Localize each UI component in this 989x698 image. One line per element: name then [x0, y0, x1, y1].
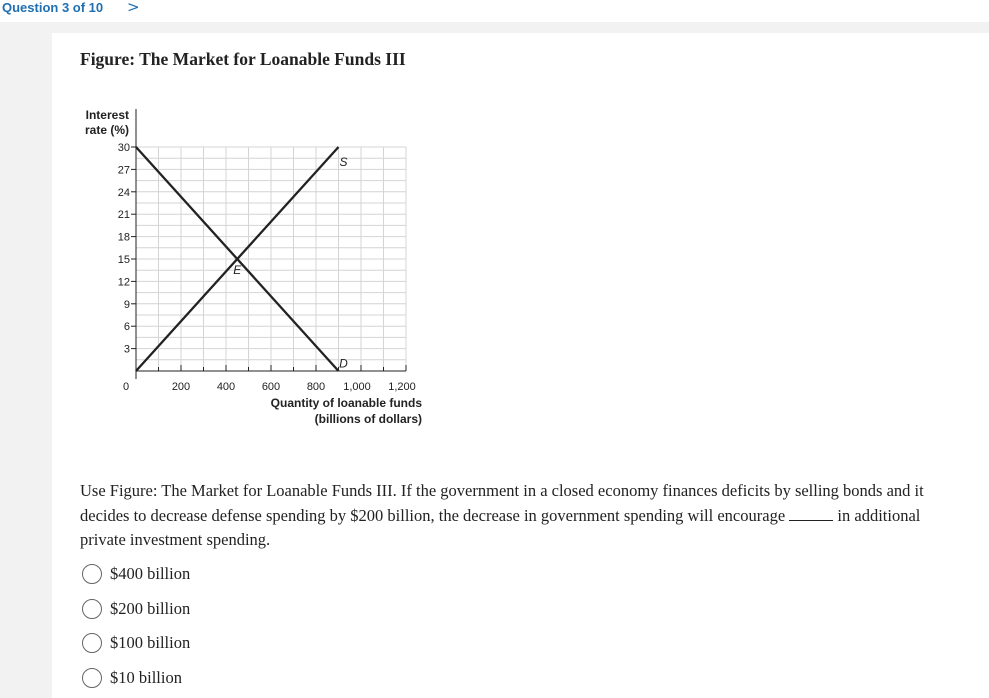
option-label: $10 billion [110, 668, 182, 687]
question-navigation-bar [0, 0, 989, 22]
question-text-after-blank: in additional private investment spending. [80, 505, 921, 549]
option-400-billion[interactable] [82, 563, 282, 585]
y-tick-label: 21 [117, 209, 130, 222]
radio-button[interactable] [82, 633, 102, 653]
question-card [52, 33, 989, 698]
curve-label-s: S [339, 154, 348, 169]
option-label: $200 billion [110, 599, 191, 618]
y-axis-label: Interest [85, 108, 129, 122]
radio-button[interactable] [82, 668, 102, 688]
x-tick-label: 600 [261, 381, 281, 393]
y-tick-label: 15 [117, 254, 130, 266]
question-text-before-blank: Use Figure: The Market for Loanable Funds III. If the government in a closed economy finances deficits by selling bonds and it decides to decrease defense spending by $200 billion, the decrease in government spending will encourage [80, 481, 924, 525]
radio-button[interactable] [82, 564, 102, 584]
next-question-chevron-icon[interactable]: > [127, 0, 140, 16]
question-counter: Question 3 of 10 [2, 0, 104, 15]
x-axis-label: Quantity of loanable funds [270, 396, 422, 410]
loanable-funds-chart [52, 33, 989, 453]
x-tick-label: 1,000 [343, 381, 371, 393]
option-200-billion[interactable] [82, 598, 282, 620]
y-tick-label: 24 [117, 186, 130, 199]
origin-label: 0 [122, 381, 130, 393]
x-tick-label: 200 [171, 381, 191, 393]
option-label: $400 billion [110, 564, 191, 583]
option-label: $100 billion [110, 633, 191, 652]
radio-button[interactable] [82, 599, 102, 619]
figure-title: Figure: The Market for Loanable Funds III [80, 49, 406, 69]
y-axis-label: rate (%) [84, 123, 129, 137]
y-tick-label: 30 [117, 142, 130, 154]
question-text [80, 479, 970, 553]
y-tick-label: 27 [117, 164, 130, 177]
y-tick-label: 9 [123, 298, 130, 311]
curve-label-e: E [233, 263, 242, 278]
y-tick-label: 18 [117, 231, 130, 244]
answer-blank [789, 507, 833, 521]
curve-label-d: D [339, 356, 348, 371]
y-tick-label: 6 [123, 321, 130, 334]
option-10-billion[interactable] [82, 667, 282, 689]
x-tick-label: 400 [216, 381, 236, 393]
option-100-billion[interactable] [82, 632, 282, 654]
x-axis-label: (billions of dollars) [314, 412, 422, 426]
x-tick-label: 1,200 [388, 381, 416, 393]
y-tick-label: 12 [117, 276, 130, 289]
x-tick-label: 800 [306, 381, 326, 393]
y-tick-label: 3 [123, 343, 130, 356]
